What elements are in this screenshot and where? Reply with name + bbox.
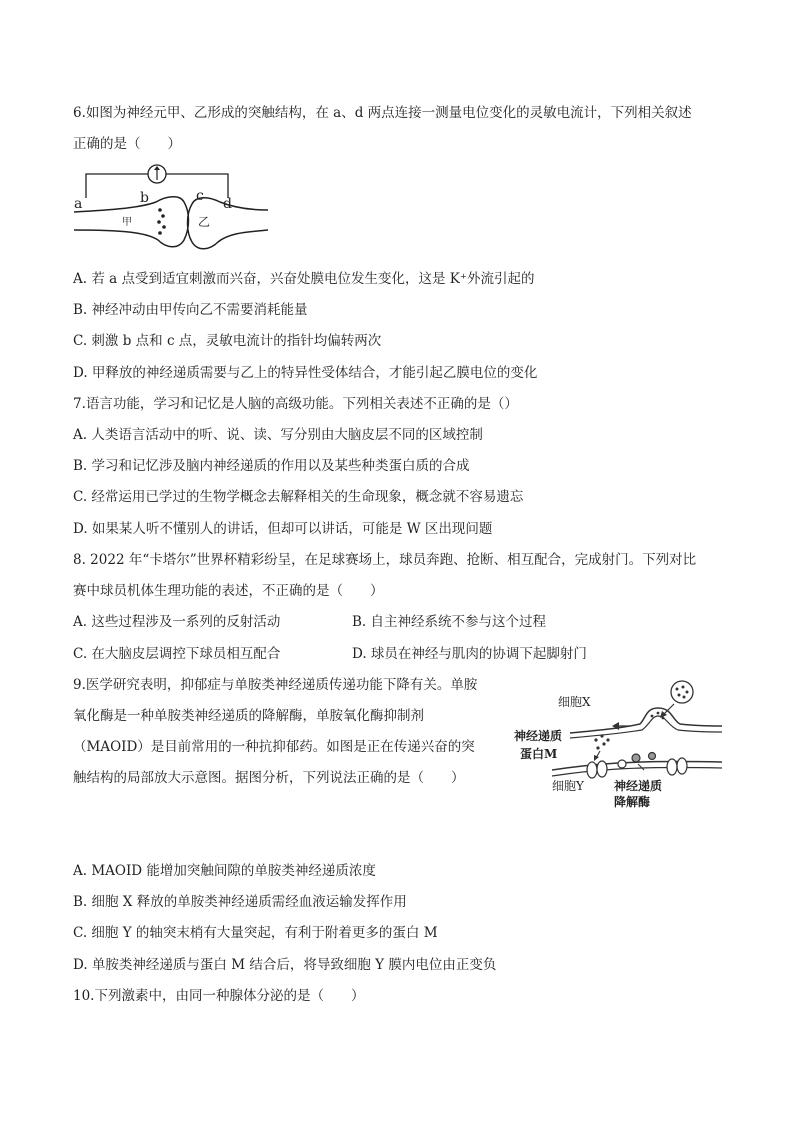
q9-stem-line3: （MAOID）是目前常用的一种抗抑郁药。如图是正在传递兴奋的突 bbox=[73, 739, 475, 755]
q7-option-a: A. 人类语言活动中的听、说、读、写分别由大脑皮层不同的区域控制 bbox=[73, 427, 483, 443]
label-transmitter: 神经递质 bbox=[514, 729, 563, 743]
label-protein-m: 蛋白M bbox=[520, 747, 558, 761]
q8-option-c: C. 在大脑皮层调控下球员相互配合 bbox=[73, 646, 281, 662]
q8-stem-line2: 赛中球员机体生理功能的表述，不正确的是（ ） bbox=[73, 583, 384, 599]
label-cell-y: 细胞Y bbox=[552, 779, 584, 793]
q10-stem: 10.下列激素中，由同一种腺体分泌的是（ ） bbox=[73, 988, 365, 1004]
q7-option-d: D. 如果某人听不懂别人的讲话，但却可以讲话，可能是 W 区出现问题 bbox=[73, 521, 493, 537]
label-enzyme-line2: 降解酶 bbox=[614, 795, 651, 809]
label-yi: 乙 bbox=[198, 215, 211, 229]
q9-option-d: D. 单胺类神经递质与蛋白 M 结合后，将导致细胞 Y 膜内电位由正变负 bbox=[73, 957, 497, 973]
q6-stem-line2: 正确的是（ ） bbox=[73, 136, 181, 152]
label-enzyme-line1: 神经递质 bbox=[614, 779, 663, 793]
q9-stem-line1: 9.医学研究表明，抑郁症与单胺类神经递质传递功能下降有关。单胺 bbox=[73, 677, 478, 693]
label-d: d bbox=[223, 196, 232, 212]
q8-option-b: B. 自主神经系统不参与这个过程 bbox=[352, 614, 547, 630]
q7-option-c: C. 经常运用已学过的生物学概念去解释相关的生命现象，概念就不容易遗忘 bbox=[73, 489, 524, 505]
q6-stem-line1: 6.如图为神经元甲、乙形成的突触结构，在 a、d 两点连接一测量电位变化的灵敏电流计，下列相关叙述 bbox=[73, 105, 692, 121]
q8-option-d: D. 球员在神经与肌肉的协调下起脚射门 bbox=[352, 646, 587, 662]
label-b: b bbox=[140, 190, 149, 206]
label-cell-x: 细胞X bbox=[558, 695, 591, 709]
q9-option-c: C. 细胞 Y 的轴突末梢有大量突起，有利于附着更多的蛋白 M bbox=[73, 925, 438, 941]
q6-synapse-figure bbox=[70, 156, 275, 256]
vesicle-icon bbox=[671, 681, 693, 703]
q9-option-b: B. 细胞 X 释放的单胺类神经递质需经血液运输发挥作用 bbox=[73, 894, 407, 910]
q9-stem-line4: 触结构的局部放大示意图。据图分析，下列说法正确的是（ ） bbox=[73, 770, 465, 786]
label-a: a bbox=[74, 196, 83, 212]
label-jia: 甲 bbox=[122, 217, 132, 228]
q9-option-a: A. MAOID 能增加突触间隙的单胺类神经递质浓度 bbox=[73, 863, 376, 879]
q9-synapse-figure bbox=[512, 678, 727, 813]
q6-option-a: A. 若 a 点受到适宜刺激而兴奋，兴奋处膜电位发生变化，这是 K⁺外流引起的 bbox=[73, 271, 535, 287]
label-c: c bbox=[196, 188, 204, 204]
q9-stem-line2: 氧化酶是一种单胺类神经递质的降解酶，单胺氧化酶抑制剂 bbox=[73, 708, 424, 724]
q6-option-d: D. 甲释放的神经递质需要与乙上的特异性受体结合，才能引起乙膜电位的变化 bbox=[73, 365, 538, 381]
q7-stem: 7.语言功能，学习和记忆是人脑的高级功能。下列相关表述不正确的是（） bbox=[73, 396, 518, 412]
q8-stem-line1: 8. 2022 年“卡塔尔”世界杯精彩纷呈，在足球赛场上，球员奔跑、抢断、相互配合，完成射门。下列对比 bbox=[73, 552, 697, 568]
q6-option-c: C. 刺激 b 点和 c 点，灵敏电流计的指针均偏转两次 bbox=[73, 333, 382, 349]
q8-option-a: A. 这些过程涉及一系列的反射活动 bbox=[73, 614, 281, 630]
q6-option-b: B. 神经冲动由甲传向乙不需要消耗能量 bbox=[73, 302, 308, 318]
q7-option-b: B. 学习和记忆涉及脑内神经递质的作用以及某些种类蛋白质的合成 bbox=[73, 458, 470, 474]
